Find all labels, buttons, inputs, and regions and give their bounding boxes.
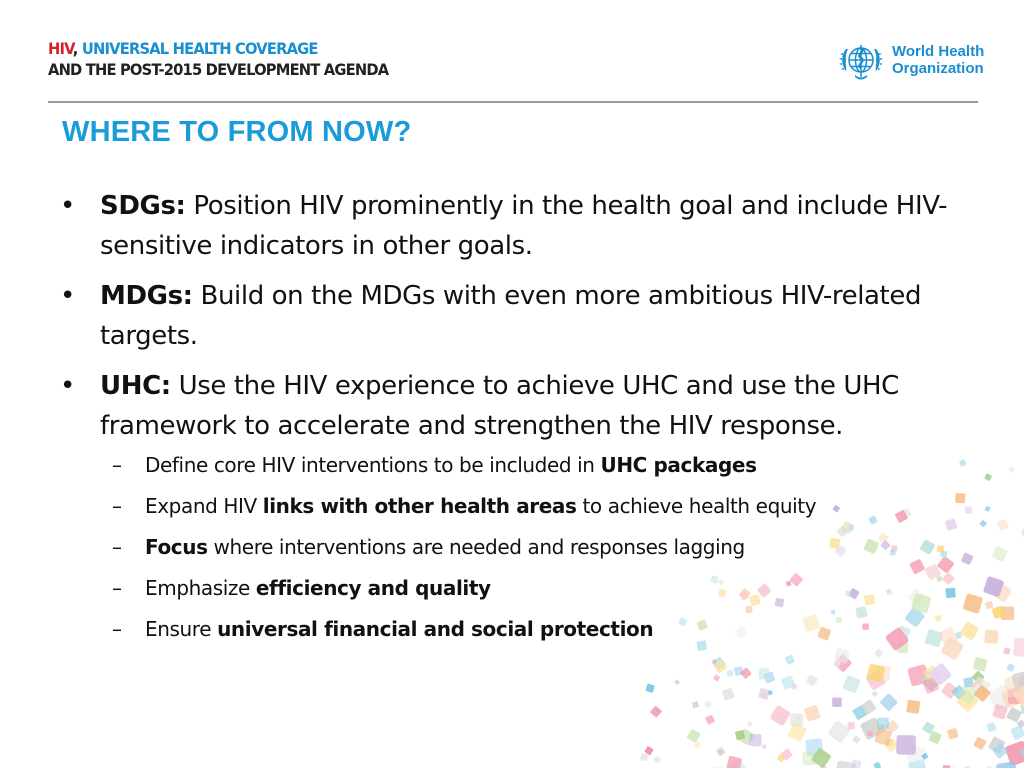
confetti-square — [650, 705, 662, 717]
confetti-square — [1013, 638, 1024, 658]
sub-marker: – — [112, 617, 122, 641]
confetti-square — [986, 722, 996, 732]
confetti-square — [1006, 663, 1015, 672]
confetti-square — [941, 682, 959, 700]
confetti-square — [805, 738, 823, 756]
confetti-square — [965, 506, 973, 514]
confetti-square — [884, 738, 899, 753]
confetti-square — [705, 715, 715, 725]
confetti-square — [716, 746, 726, 756]
confetti-square — [781, 748, 793, 760]
bullet-list — [60, 186, 980, 456]
confetti-square — [861, 699, 877, 715]
confetti-square — [717, 748, 725, 756]
confetti-square — [937, 556, 955, 574]
confetti-square — [791, 684, 797, 690]
sub-text-bold: efficiency and quality — [255, 576, 491, 600]
confetti-square — [991, 605, 1005, 619]
bullet-marker: • — [60, 191, 75, 221]
confetti-square — [712, 656, 727, 671]
confetti-square — [951, 684, 966, 699]
confetti-square — [973, 684, 991, 702]
header-title — [48, 38, 418, 80]
bullet-text: Use the HIV experience to achieve UHC and use the UHC framework to accelerate and strengthen the HIV response. — [100, 371, 899, 441]
confetti-square — [970, 676, 991, 697]
sub-marker: – — [112, 576, 122, 600]
confetti-square — [1017, 683, 1024, 691]
confetti-square — [787, 722, 807, 742]
confetti-square — [961, 552, 974, 565]
sub-item-uhc-packages — [112, 452, 912, 493]
confetti-square — [992, 546, 1009, 563]
confetti-square — [795, 716, 801, 722]
confetti-square — [804, 705, 821, 722]
confetti-square — [924, 629, 943, 648]
confetti-square — [790, 713, 804, 727]
confetti-square — [988, 736, 1006, 754]
bullet-text: Position HIV prominently in the health goal and include HIV-sensitive indicators in other goals. — [100, 191, 948, 261]
confetti-square — [975, 677, 983, 685]
confetti-square — [919, 539, 935, 555]
confetti-square — [921, 753, 928, 760]
confetti-square — [852, 705, 868, 721]
confetti-square — [873, 762, 881, 768]
confetti-square — [956, 690, 979, 713]
confetti-square — [879, 693, 898, 712]
who-logo-text — [892, 43, 984, 77]
confetti-square — [674, 679, 680, 685]
confetti-square — [970, 682, 976, 688]
sub-item-efficiency — [112, 575, 912, 616]
confetti-square — [834, 660, 841, 667]
confetti-square — [923, 664, 941, 682]
confetti-square — [985, 601, 994, 610]
confetti-square — [687, 729, 701, 743]
confetti-square — [842, 675, 861, 694]
confetti-square — [1010, 725, 1024, 741]
sub-text-bold: UHC packages — [600, 453, 757, 477]
confetti-square — [1004, 740, 1024, 766]
confetti-square — [811, 747, 832, 768]
confetti-square — [979, 520, 987, 528]
confetti-square — [762, 745, 766, 749]
confetti-square — [726, 755, 742, 768]
confetti-square — [960, 621, 980, 641]
confetti-square — [929, 662, 953, 686]
confetti-square — [940, 637, 964, 661]
confetti-square — [865, 669, 886, 690]
bullet-text: Build on the MDGs with even more ambitious HIV-related targets. — [100, 281, 922, 351]
who-logo-line-2: Organization — [892, 60, 984, 77]
bullet-marker: • — [60, 281, 75, 311]
confetti-square — [1020, 704, 1024, 714]
confetti-square — [1006, 707, 1022, 723]
confetti-square — [985, 506, 991, 512]
confetti-square — [852, 735, 861, 744]
confetti-square — [1003, 647, 1011, 655]
confetti-square — [911, 593, 932, 614]
bullet-marker: • — [60, 371, 75, 401]
confetti-square — [827, 720, 851, 744]
confetti-square — [906, 744, 928, 766]
confetti-square — [920, 669, 943, 692]
sub-text-bold: universal financial and social protection — [217, 617, 654, 641]
confetti-square — [1012, 683, 1024, 709]
confetti-square — [832, 698, 842, 708]
confetti-square — [963, 677, 974, 688]
confetti-square — [922, 721, 935, 734]
sub-item-focus — [112, 534, 912, 575]
header-line-2: AND THE POST-2015 DEVELOPMENT AGENDA — [48, 60, 389, 79]
confetti-square — [711, 659, 717, 665]
confetti-square — [704, 701, 711, 708]
confetti-square — [928, 731, 942, 745]
who-logo-line-1: World Health — [892, 43, 985, 60]
sub-item-links — [112, 493, 912, 534]
sub-text-post: to achieve health equity — [576, 494, 817, 518]
bullet-sdgs — [60, 186, 980, 266]
confetti-square — [1004, 674, 1024, 698]
bullet-uhc — [60, 366, 980, 446]
confetti-square — [940, 550, 947, 557]
sub-text-bold: links with other health areas — [262, 494, 577, 518]
confetti-square — [886, 739, 893, 746]
confetti-square — [722, 688, 735, 701]
confetti-square — [937, 545, 944, 552]
confetti-square — [713, 659, 727, 673]
header-uhc: UNIVERSAL HEALTH COVERAGE — [81, 39, 318, 58]
confetti-square — [906, 700, 920, 714]
sub-text-pre: Emphasize — [145, 576, 256, 600]
confetti-square — [727, 758, 747, 768]
confetti-square — [767, 690, 773, 696]
confetti-square — [758, 687, 771, 700]
sub-item-protection — [112, 616, 912, 657]
sub-bullet-list — [112, 452, 912, 657]
confetti-square — [938, 627, 959, 648]
confetti-square — [955, 631, 963, 639]
confetti-square — [984, 629, 999, 644]
confetti-square — [955, 493, 965, 503]
sub-text-post: where interventions are needed and responses lagging — [207, 535, 745, 559]
confetti-square — [924, 563, 941, 580]
confetti-square — [816, 764, 831, 768]
confetti-square — [971, 670, 984, 683]
confetti-square — [640, 753, 648, 761]
confetti-square — [1016, 719, 1024, 728]
confetti-square — [987, 683, 1015, 711]
sub-text-pre: Expand HIV — [145, 494, 263, 518]
sub-text-bold: Focus — [145, 535, 208, 559]
sub-marker: – — [112, 494, 122, 518]
confetti-square — [922, 676, 940, 694]
confetti-square — [1001, 607, 1015, 621]
confetti-square — [947, 728, 959, 740]
confetti-square — [959, 459, 967, 467]
confetti-square — [740, 667, 752, 679]
confetti-square — [737, 728, 755, 746]
confetti-square — [877, 718, 889, 730]
bullet-label: SDGs: — [100, 191, 186, 221]
confetti-square — [866, 663, 885, 682]
confetti-square — [735, 730, 745, 740]
bullet-mdgs — [60, 276, 980, 356]
confetti-square — [996, 761, 1018, 768]
confetti-square — [908, 759, 928, 768]
header-separator: , — [72, 39, 82, 58]
sub-marker: – — [112, 535, 122, 559]
header-hiv: HIV — [48, 39, 73, 58]
page-title: WHERE TO FROM NOW? — [62, 116, 412, 148]
confetti-square — [874, 665, 891, 682]
sub-text-pre: Ensure — [145, 617, 218, 641]
confetti-square — [734, 666, 744, 676]
confetti-square — [747, 722, 752, 727]
confetti-square — [805, 674, 818, 687]
confetti-square — [860, 717, 884, 741]
confetti-square — [1008, 688, 1024, 704]
confetti-square — [713, 674, 721, 682]
confetti-square — [1016, 670, 1024, 697]
confetti-square — [763, 671, 775, 683]
confetti-square — [942, 572, 955, 585]
confetti-square — [934, 614, 942, 622]
confetti-square — [644, 746, 654, 756]
confetti-square — [1021, 525, 1024, 543]
confetti-square — [777, 754, 786, 763]
confetti-square — [693, 741, 701, 749]
confetti-square — [957, 683, 979, 705]
sub-marker: – — [112, 453, 122, 477]
confetti-square — [653, 756, 661, 764]
confetti-square — [996, 519, 1009, 532]
confetti-square — [1008, 466, 1015, 473]
confetti-square — [758, 668, 770, 680]
confetti-square — [992, 704, 1008, 720]
bullet-label: UHC: — [100, 371, 171, 401]
confetti-square — [885, 719, 899, 733]
confetti-square — [1001, 688, 1021, 708]
confetti-square — [983, 576, 1005, 598]
confetti-square — [645, 683, 655, 693]
confetti-square — [834, 760, 856, 768]
confetti-square — [874, 728, 892, 746]
confetti-square — [907, 664, 930, 687]
header-rule — [48, 101, 978, 103]
confetti-square — [896, 735, 916, 755]
confetti-square — [847, 722, 855, 730]
confetti-square — [963, 593, 984, 614]
confetti-square — [802, 751, 817, 766]
confetti-square — [936, 576, 942, 582]
confetti-square — [973, 737, 987, 751]
confetti-square — [871, 691, 877, 697]
confetti-square — [692, 701, 699, 708]
confetti-square — [867, 730, 874, 737]
confetti-square — [727, 670, 733, 676]
who-logo — [837, 39, 985, 83]
confetti-square — [1019, 745, 1024, 759]
header-line-1 — [48, 38, 388, 59]
confetti-square — [992, 582, 1013, 603]
confetti-square — [1011, 670, 1024, 694]
confetti-square — [759, 691, 768, 700]
sub-text-pre: Define core HIV interventions to be included in — [145, 453, 601, 477]
confetti-square — [984, 473, 992, 481]
confetti-square — [945, 588, 955, 598]
confetti-square — [877, 724, 886, 733]
confetti-square — [851, 759, 862, 768]
confetti-square — [780, 675, 795, 690]
confetti-square — [992, 743, 1008, 759]
confetti-square — [973, 657, 988, 672]
confetti-square — [749, 734, 762, 747]
confetti-square — [945, 518, 958, 531]
confetti-square — [769, 705, 791, 727]
who-emblem-icon — [837, 39, 885, 83]
bullet-label: MDGs: — [100, 281, 193, 311]
